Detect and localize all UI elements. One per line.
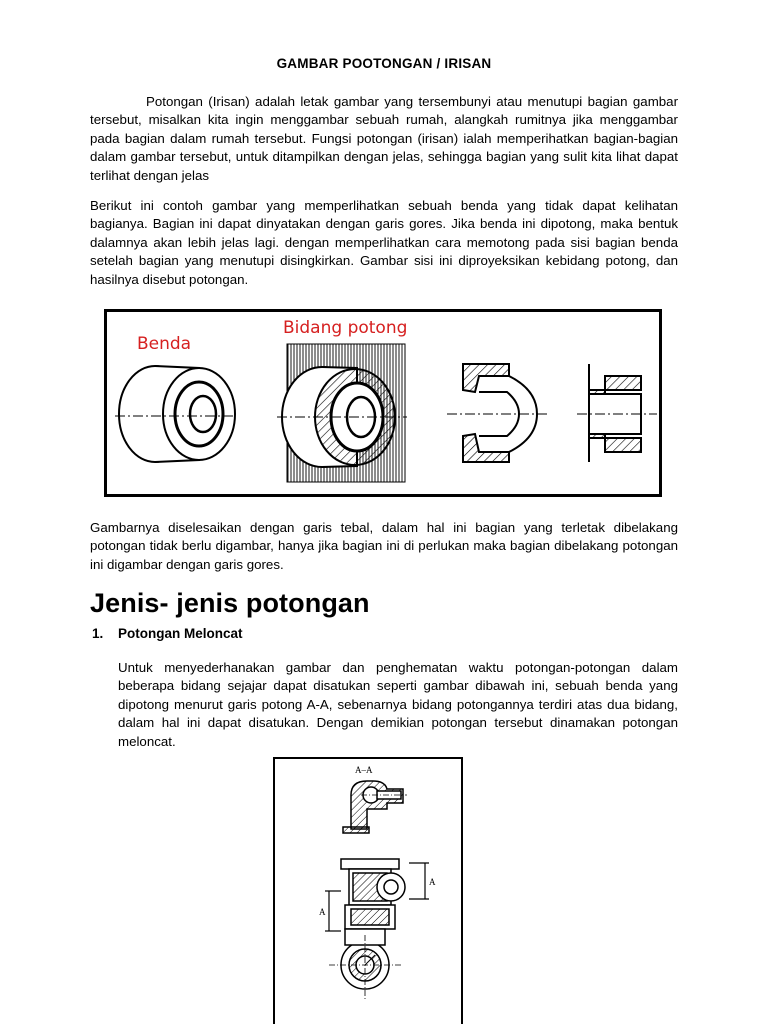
object-bidang-potong — [277, 344, 407, 482]
section-heading: Jenis- jenis potongan — [90, 588, 370, 618]
label-benda: Benda — [137, 334, 192, 354]
paragraph-intro: Potongan (Irisan) adalah letak gambar yang tersembunyi atau menutupi bagian gambar tersebut, misalkan kita ingin menggambar sebuah rumah, alangkah rumitnya jika menggambar pada bagian dalam rumah tersebut. Fungsi potongan (irisan) ialah memperihatkan bagian-bagian dalam gambar tersebut, untuk ditampilkan dengan jelas, sehingga bagian yang sulit kita lihat dapat terlihat dengan jelas — [90, 94, 678, 183]
front-view-bottom — [329, 859, 405, 999]
document-title: GAMBAR POOTONGAN / IRISAN — [276, 56, 492, 71]
subsection-heading — [92, 626, 243, 641]
object-half-section — [447, 364, 549, 462]
figure-stepped-drawing — [275, 759, 461, 1026]
object-benda — [115, 366, 235, 462]
paragraph-meloncat: Untuk menyederhanakan gambar dan penghematan waktu potongan-potongan dalam beberapa bidang sejajar dapat disatukan seperti gambar dibawah ini, sebuah benda yang dipotong menurut garis potong A-A, sebenarnya bidang potongannya terdiri atas dua bidang, dalam hal ini dapat disatukan. Dengan demikian potongan tersebut dinamakan potongan meloncat. — [118, 660, 678, 749]
marker-a-right: A — [429, 877, 436, 887]
marker-a-left: A — [319, 907, 326, 917]
object-full-section — [577, 364, 657, 462]
figure-stepped-section — [273, 757, 463, 1024]
label-bidang-potong: Bidang potong — [283, 318, 408, 338]
figure-section-illustration — [104, 309, 662, 497]
paragraph-example: Berikut ini contoh gambar yang memperlihatkan sebuah benda yang tidak dapat kelihatan bagianya. Bagian ini dapat dinyatakan dengan garis gores. Jika benda ini dipotong, maka bentuk dalamnya akan lebih jelas lagi. dengan memperlihatkan cara memotong pada sisi bagian benda setelah bagian yang menutupi disingkirkan. Gambar sisi ini diproyeksikan kebidang potong, dan hasilnya disebut potongan. — [90, 198, 678, 287]
subsection-number: 1. — [92, 626, 104, 641]
section-label-a-a: A–A — [355, 765, 373, 775]
section-view-top — [343, 781, 407, 833]
subsection-title: Potongan Meloncat — [118, 626, 243, 641]
paragraph-finishing: Gambarnya diselesaikan dengan garis tebal, dalam hal ini bagian yang terletak dibelakang potongan tidak berlu digambar, hanya jika bagian ini di perlukan maka bagian dibelakang potongan ini digambar dengan garis gores. — [90, 520, 678, 572]
